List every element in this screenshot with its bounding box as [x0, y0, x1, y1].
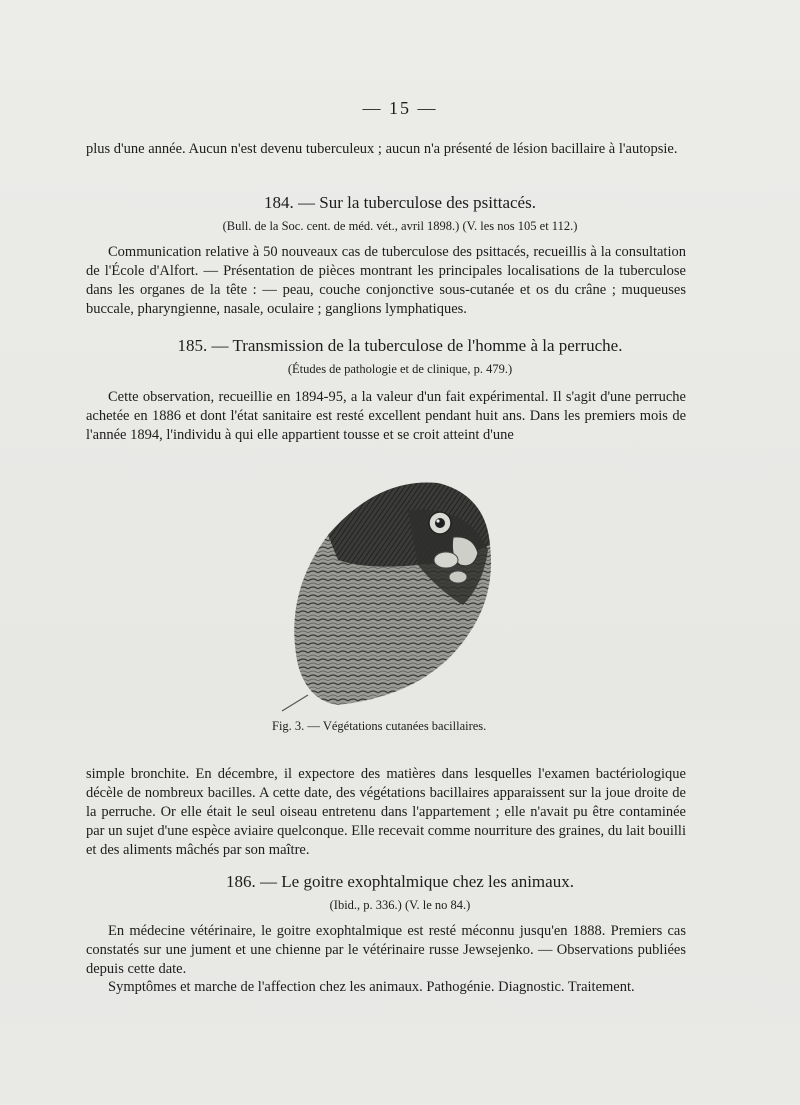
figure-caption: Fig. 3. — Végétations cutanées bacillaires. — [272, 719, 487, 733]
intro-paragraph: plus d'une année. Aucun n'est devenu tuberculeux ; aucun n'a présenté de lésion bacillaire à l'autopsie. — [86, 141, 678, 157]
section-185-title: 185. — Transmission de la tuberculose de l'homme à la perruche. — [177, 336, 623, 355]
page-number: — 15 — — [362, 98, 438, 118]
section-184-reference: (Bull. de la Soc. cent. de méd. vét., avril 1898.) (V. les nos 105 et 112.) — [222, 219, 578, 233]
parakeet-engraving-icon — [268, 465, 508, 715]
parakeet-figure — [268, 465, 508, 715]
section-185-reference: (Études de pathologie et de clinique, p. 479.) — [287, 362, 513, 376]
section-184-body: Communication relative à 50 nouveaux cas de tuberculose des psittacés, recueillis à la consultation de l'École d'Alfort. — Présentation de pièces montrant les principales localisations de la tuberculose dans les organes de la tête : — peau, couche conjonctive sous-cutanée et os du crâne ; muqueuses buccale, pharyngienne, nasale, oculaire ; ganglions lymphatiques. — [86, 244, 686, 317]
section-186-body-2: Symptômes et marche de l'affection chez les animaux. Pathogénie. Diagnostic. Traitement. — [108, 979, 635, 995]
section-185-continuation: simple bronchite. En décembre, il expectore des matières dans lesquelles l'examen bactériologique décèle de nombreux bacilles. A cette date, des végétations bacillaires apparaissent sur la joue droite de la perruche. Or elle était le seul oiseau entretenu dans l'appartement ; elle n'avait pu être contaminée par un sujet d'une espèce aviaire quelconque. Elle recevait comme nourriture des graines, du lait bouilli et des aliments mâchés par son maître. — [86, 766, 686, 858]
section-186-body: En médecine vétérinaire, le goitre exophtalmique est resté méconnu jusqu'en 1888. Premiers cas constatés sur une jument et une chienne par le vétérinaire russe Jewsejenko. — Observations publiées depuis cette date. — [86, 923, 686, 977]
section-185-body: Cette observation, recueillie en 1894-95, a la valeur d'un fait expérimental. Il s'agit d'une perruche achetée en 1886 et dont l'état sanitaire est resté excellent pendant huit ans. Dans les premiers mois de l'année 1894, l'individu à qui elle appartient tousse et se croit atteint d'une — [86, 389, 686, 443]
section-186-title: 186. — Le goitre exophtalmique chez les animaux. — [226, 872, 574, 891]
section-186-reference: (Ibid., p. 336.) (V. le no 84.) — [329, 898, 471, 912]
section-184-title: 184. — Sur la tuberculose des psittacés. — [264, 193, 536, 212]
